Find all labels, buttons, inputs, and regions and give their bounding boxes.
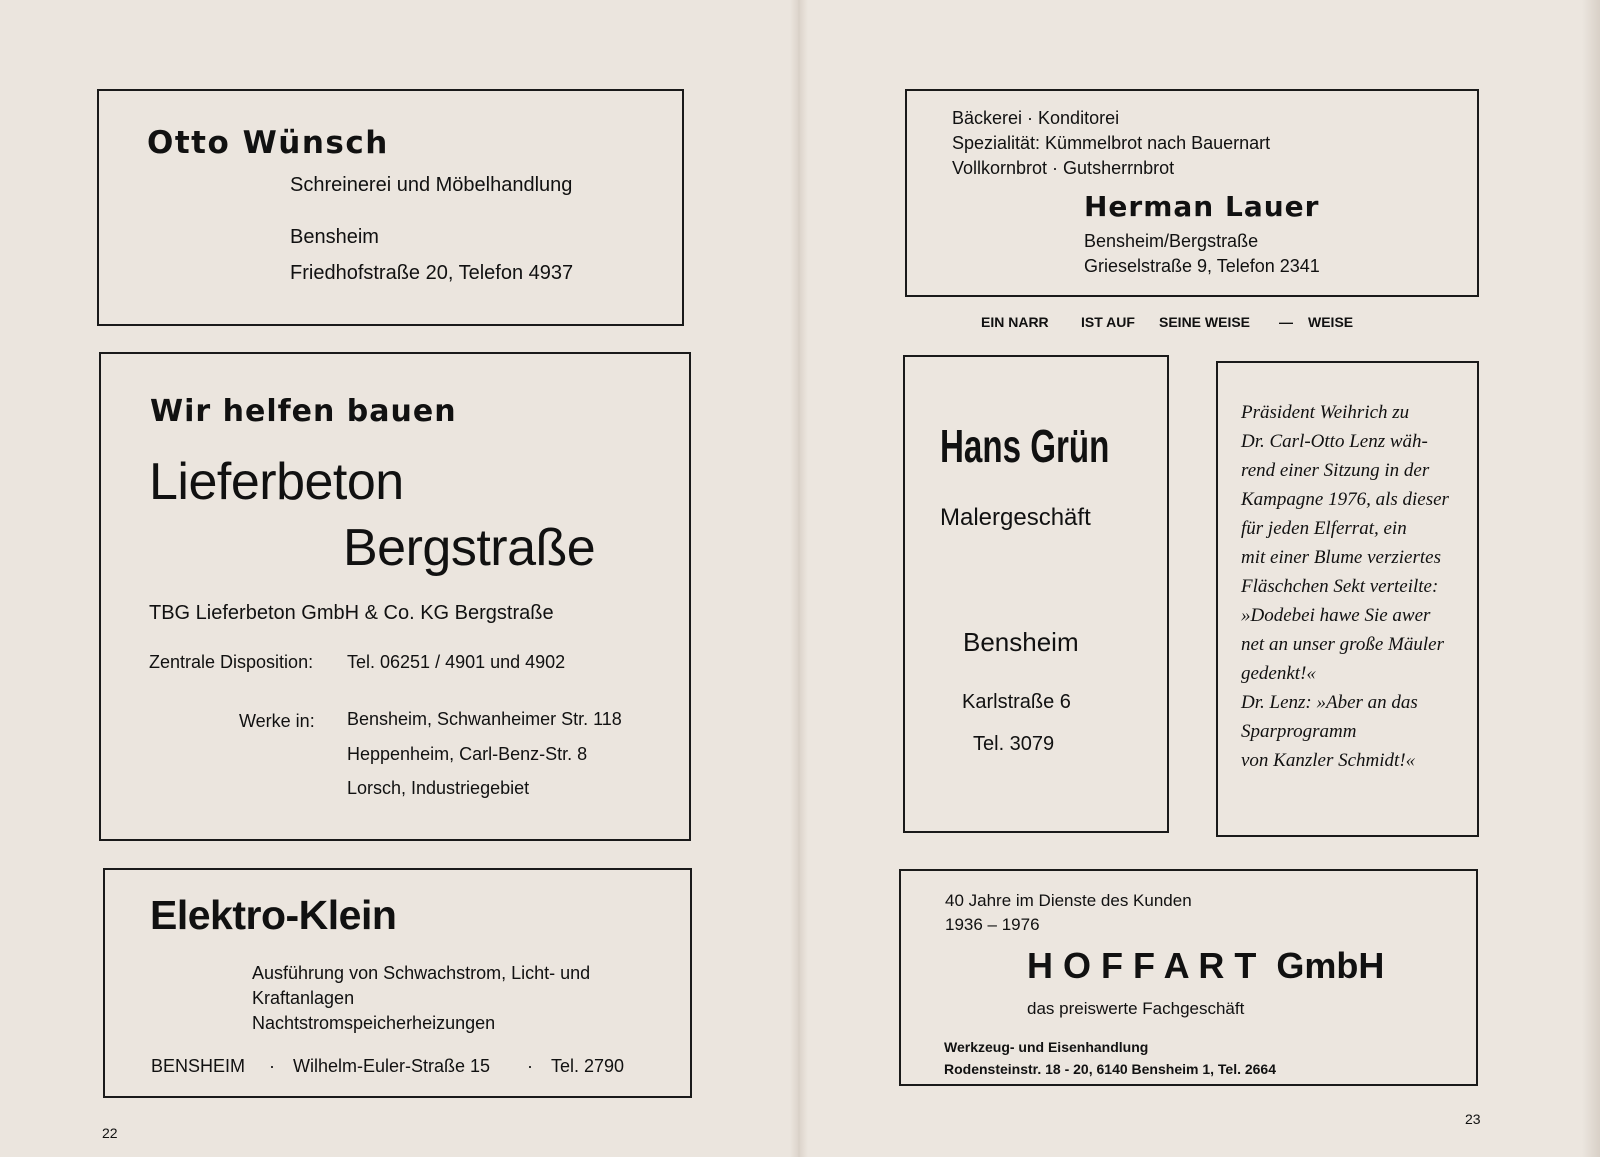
ad-elektro-footer-sep-2: ·: [527, 1056, 533, 1076]
ad-elektro-line1: Ausführung von Schwachstrom, Licht- und: [252, 963, 591, 983]
ad-gruen-town: Bensheim: [963, 627, 1079, 657]
ad-lauer-name: Herman Lauer: [1084, 190, 1320, 223]
ad-lieferbeton-dispo-value: Tel. 06251 / 4901 und 4902: [347, 652, 566, 672]
ad-lieferbeton-title-1: Lieferbeton: [149, 453, 404, 511]
page-number-right: 23: [1465, 1111, 1481, 1127]
quote-line-1: Präsident Weihrich zu: [1241, 402, 1410, 423]
ad-lauer-address: Grieselstraße 9, Telefon 2341: [1084, 256, 1320, 276]
ad-lieferbeton-slogan: Wir helfen bauen: [150, 394, 457, 429]
quote-line-2: Dr. Carl-Otto Lenz wäh-: [1241, 431, 1428, 452]
ad-elektro-line3: Nachtstromspeicherheizungen: [252, 1013, 496, 1033]
motto-word-4: —: [1279, 314, 1293, 330]
ad-hans-gruen: [903, 355, 1169, 833]
ad-lieferbeton-dispo-label: Zentrale Disposition:: [149, 652, 314, 672]
quote-line-3: rend einer Sitzung in der: [1241, 460, 1430, 481]
quote-text: [1241, 398, 1449, 775]
left-page: [0, 0, 798, 1157]
quote-line-10: gedenkt!«: [1241, 663, 1316, 684]
ad-lauer-town: Bensheim/Bergstraße: [1084, 231, 1259, 251]
quote-line-12: Sparprogramm: [1241, 721, 1357, 742]
ad-hoffart-name: [1027, 945, 1384, 987]
ad-herman-lauer: [905, 89, 1479, 297]
ad-hoffart-tagline: das preiswerte Fachgeschäft: [1027, 999, 1245, 1018]
page-edge-shadow: [1582, 0, 1600, 1157]
quote-line-9: net an unser große Mäuler: [1241, 634, 1444, 655]
ad-gruen-trade: Malergeschäft: [940, 504, 1091, 531]
motto-word-2: IST AUF: [1081, 314, 1135, 330]
ad-wuensch-address: Friedhofstraße 20, Telefon 4937: [290, 262, 574, 284]
quote-line-11: Dr. Lenz: »Aber an das: [1241, 692, 1418, 713]
ad-wuensch-trade: Schreinerei und Möbelhandlung: [290, 174, 573, 196]
ad-hoffart-name-spaced: H O F F A R T: [1027, 945, 1257, 986]
book-gutter: [790, 0, 808, 1157]
ad-elektro-footer-tel: Tel. 2790: [551, 1056, 625, 1076]
motto-line: [798, 314, 1600, 334]
ad-gruen-name: Hans Grün: [940, 420, 1110, 472]
ad-lauer-line1: Bäckerei · Konditorei: [952, 108, 1120, 128]
quote-line-6: mit einer Blume verziertes: [1241, 547, 1441, 568]
ad-hoffart-name-suffix: GmbH: [1276, 945, 1385, 986]
page-number-left: 22: [102, 1125, 118, 1141]
ad-lieferbeton-title-2: Bergstraße: [343, 519, 596, 577]
ad-hoffart-small2: Rodensteinstr. 18 - 20, 6140 Bensheim 1, Tel. 2664: [944, 1061, 1277, 1077]
ad-otto-wuensch: [97, 89, 684, 326]
ad-lauer-line3: Vollkornbrot · Gutsherrnbrot: [952, 158, 1175, 178]
ad-gruen-street: Karlstraße 6: [962, 691, 1071, 713]
quote-line-7: Fläschchen Sekt verteilte:: [1241, 576, 1439, 597]
ad-elektro-footer-street: Wilhelm-Euler-Straße 15: [293, 1056, 491, 1076]
quote-line-8: »Dodebei hawe Sie awer: [1241, 605, 1431, 626]
quote-box: [1216, 361, 1479, 837]
ad-lieferbeton-works-label: Werke in:: [239, 711, 315, 731]
ad-wuensch-town: Bensheim: [290, 226, 379, 248]
ad-elektro-footer-sep-1: ·: [269, 1056, 275, 1076]
ad-lieferbeton-works-1: Bensheim, Schwanheimer Str. 118: [347, 709, 622, 729]
motto-word-5: WEISE: [1308, 314, 1354, 330]
ad-elektro-name: Elektro-Klein: [150, 892, 397, 938]
ad-elektro-footer-town: BENSHEIM: [151, 1056, 246, 1076]
ad-lauer-line2: Spezialität: Kümmelbrot nach Bauernart: [952, 133, 1271, 153]
ad-hoffart-line2: 1936 – 1976: [945, 915, 1040, 934]
ad-lieferbeton-works-2: Heppenheim, Carl-Benz-Str. 8: [347, 744, 588, 764]
ad-wuensch-name: Otto Wünsch: [147, 125, 389, 161]
quote-line-13: von Kanzler Schmidt!«: [1241, 750, 1416, 771]
quote-line-4: Kampagne 1976, als dieser: [1241, 489, 1449, 510]
ad-hoffart-line1: 40 Jahre im Dienste des Kunden: [945, 891, 1192, 910]
motto-word-3: SEINE WEISE: [1159, 314, 1251, 330]
ad-elektro-klein: [103, 868, 692, 1098]
motto-word-1: EIN NARR: [981, 314, 1049, 330]
ad-hoffart-small1: Werkzeug- und Eisenhandlung: [944, 1039, 1149, 1055]
ad-lieferbeton-works-3: Lorsch, Industriegebiet: [347, 778, 530, 798]
ad-hoffart: [899, 869, 1478, 1086]
ad-elektro-line2: Kraftanlagen: [252, 988, 355, 1008]
ad-gruen-tel: Tel. 3079: [973, 733, 1055, 755]
ad-lieferbeton: [99, 352, 691, 841]
right-page: [798, 0, 1600, 1157]
quote-line-5: für jeden Elferrat, ein: [1241, 518, 1407, 539]
ad-lieferbeton-company: TBG Lieferbeton GmbH & Co. KG Bergstraße: [149, 602, 554, 624]
